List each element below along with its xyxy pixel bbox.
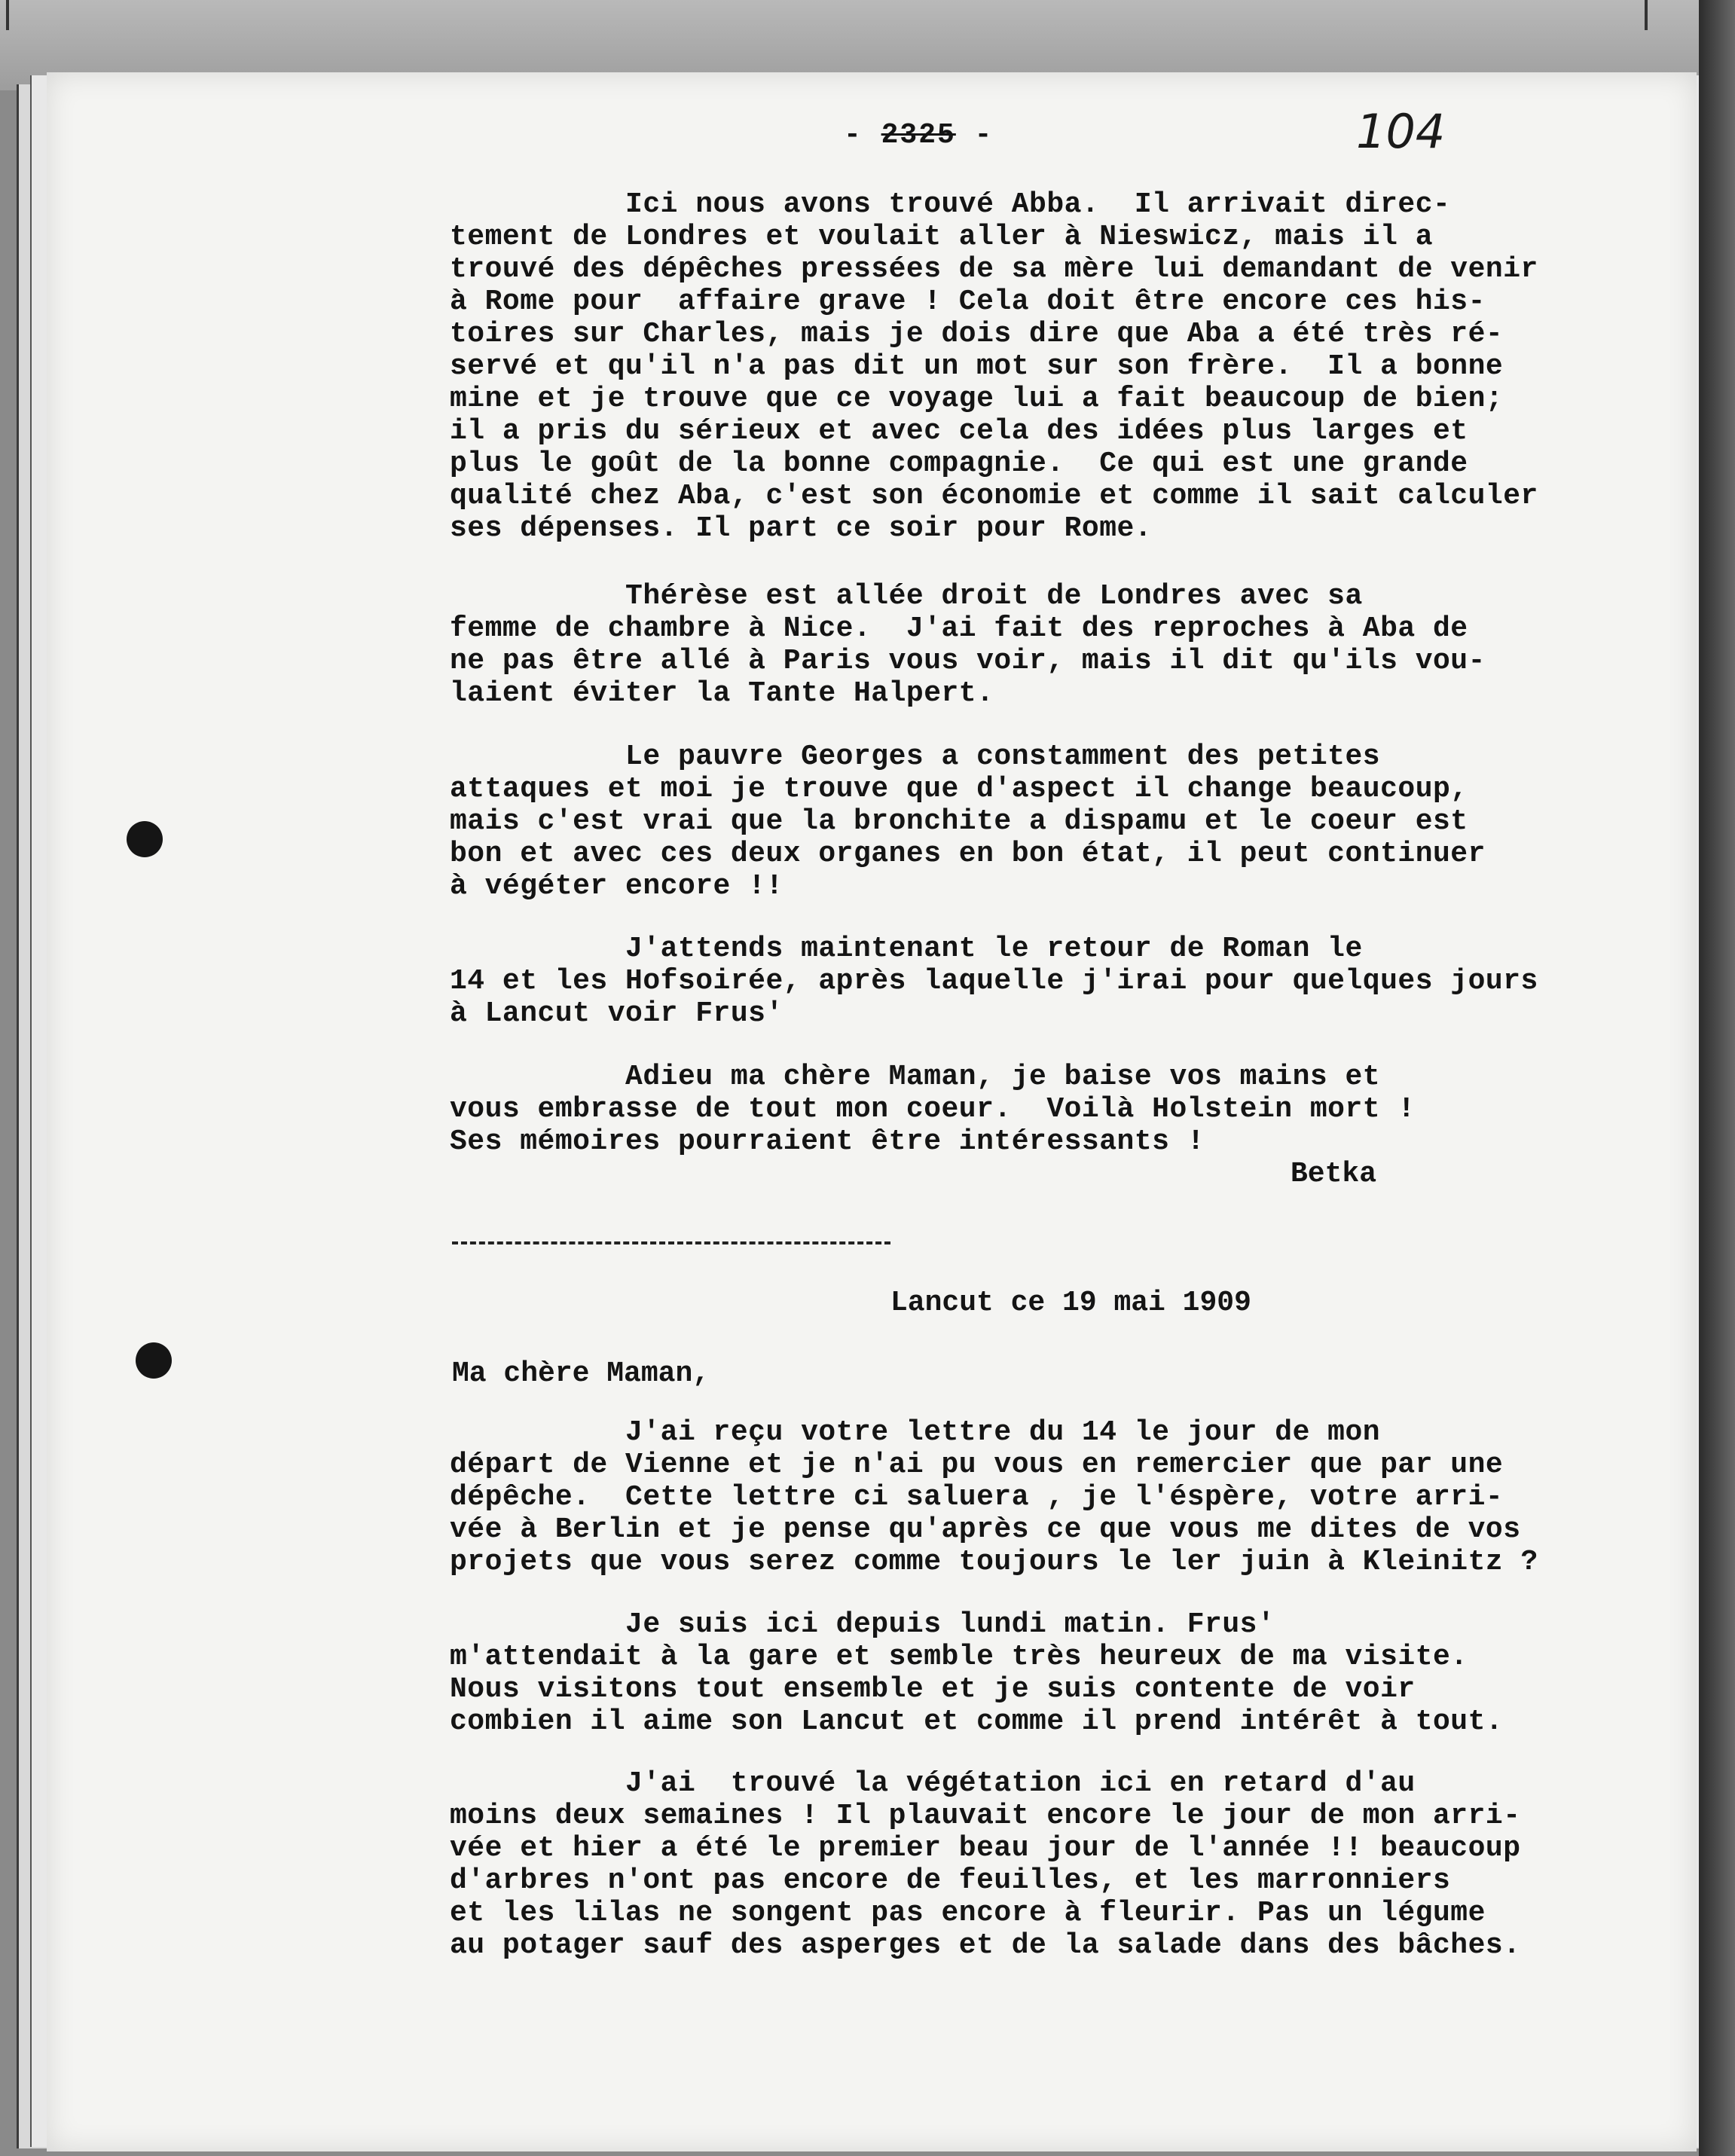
punch-hole <box>127 821 163 857</box>
page-number-suffix: - <box>955 119 994 151</box>
binder-edge <box>1699 0 1735 2156</box>
paragraph: Le pauvre Georges a constamment des petites attaques et moi je trouve que d'aspect il change beaucoup, mais c'est vrai que la bronchite a dispamu et le coeur est bon et avec ces deux organes en bon état, il peut continuer à végéter encore !! <box>450 741 1486 902</box>
signature: Betka <box>1291 1158 1377 1190</box>
paragraph: Ici nous avons trouvé Abba. Il arrivait direc- tement de Londres et voulait aller à Nieswicz, mais il a trouvé des dépêches pressées de sa mère lui demandant de venir à Rome pour affaire grave ! Cela doit être encore ces his- toires sur Charles, mais je dois dire que Aba a été très ré- servé et qu'il n'a pas dit un mot sur son frère. Il a bonne mine et je trouve que ce voyage lui a fait beaucoup de bien; il a pris du sérieux et avec cela des idées plus larges et plus le goût de la bonne compagnie. Ce qui est une grande qualité chez Aba, c'est son économie et comme il sait calculer ses dépenses. Il part ce soir pour Rome. <box>450 188 1538 545</box>
separator-rule <box>452 1241 890 1244</box>
salutation: Ma chère Maman, <box>452 1357 710 1390</box>
punch-hole <box>136 1342 172 1379</box>
paragraph: J'attends maintenant le retour de Roman le 14 et les Hofsoirée, après laquelle j'irai pour quelques jours à Lancut voir Frus' <box>450 933 1538 1030</box>
page-number <box>844 119 993 151</box>
paragraph: J'ai reçu votre lettre du 14 le jour de mon départ de Vienne et je n'ai pu vous en remercier que par une dépêche. Cette lettre ci saluera , je l'éspère, votre arri- vée à Berlin et je pense qu'après ce que vous me dites de vos projets que vous serez comme toujours le ler juin à Kleinitz ? <box>450 1416 1538 1578</box>
handwritten-folio: 104 <box>1356 104 1446 159</box>
corner-mark-left <box>6 0 9 30</box>
closing-paragraph: Adieu ma chère Maman, je baise vos mains et vous embrasse de tout mon coeur. Voilà Holstein mort ! Ses mémoires pourraient être intéressants ! <box>450 1061 1416 1158</box>
page-number-struck: 2325 <box>881 119 956 151</box>
paragraph: Thérèse est allée droit de Londres avec sa femme de chambre à Nice. J'ai fait des reproches à Aba de ne pas être allé à Paris vous voir, mais il dit qu'ils vou- laient éviter la Tante Halpert. <box>450 580 1486 710</box>
corner-mark-right <box>1645 0 1648 30</box>
paragraph: Je suis ici depuis lundi matin. Frus' m'attendait à la gare et semble très heureux de ma visite. Nous visitons tout ensemble et je suis contente de voir combien il aime son Lancut et comme il prend intérêt à tout. <box>450 1608 1504 1738</box>
dateline: Lancut ce 19 mai 1909 <box>890 1287 1251 1319</box>
page-number-prefix: - <box>844 119 881 151</box>
paragraph: J'ai trouvé la végétation ici en retard d'au moins deux semaines ! Il plauvait encore le jour de mon arri- vée et hier a été le premier beau jour de l'année !! beaucoup d'arbres n'ont pas encore de feuilles, et les marronniers et les lilas ne songent pas encore à fleurir. Pas un légume au potager sauf des asperges et de la salade dans des bâches. <box>450 1767 1521 1962</box>
